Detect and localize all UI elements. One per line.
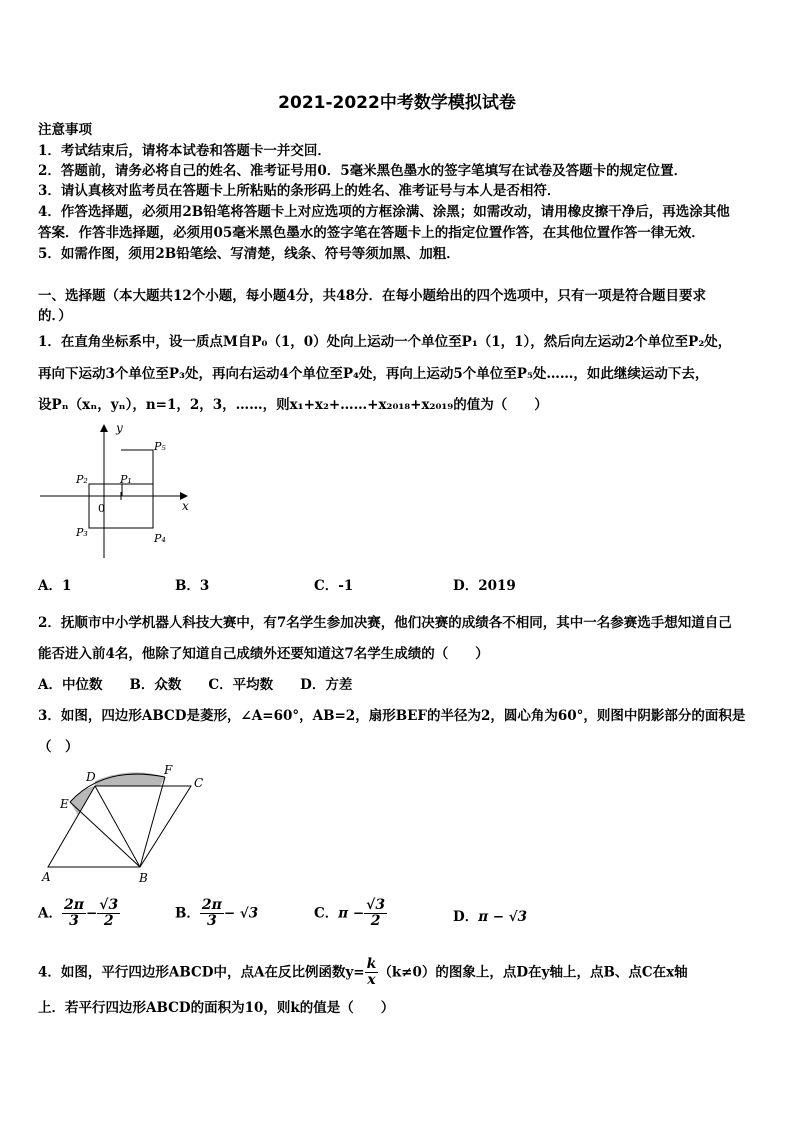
page-title: 2021-2022中考数学模拟试卷 — [278, 93, 516, 113]
point-e-label: E — [60, 797, 69, 811]
q4-line1: 4．如图，平行四边形ABCD中，点A在反比例函数y= $\frac{k}{x}$ （k≠0）的图象上，点D在y轴上，点B、点C在x轴 — [38, 956, 688, 988]
notice-item-1: 1．考试结束后，请将本试卷和答题卡一并交回． — [38, 143, 331, 159]
vertex-b-label: B — [139, 871, 148, 885]
x-axis-label: x — [182, 499, 189, 513]
q2-line2: 能否进入前4名，他除了知道自己成绩外还要知道这7名学生成绩的（ ） — [38, 646, 489, 662]
q1-line2: 再向下运动3个单位至P₃处，再向右运动4个单位至P₄处，再向上运动5个单位至P₅处……，如此继续运动下去， — [38, 366, 709, 382]
vertex-a-label: A — [42, 870, 51, 884]
p5-label: P₅ — [154, 440, 166, 453]
q1-option-c: C．-1 — [314, 578, 354, 594]
q1-line1: 1．在直角坐标系中，设一质点M自P₀（1，0）处向上运动一个单位至P₁（1，1），然后向左运动2个单位至P₂处， — [38, 334, 732, 350]
q3-option-a: A． $\frac{2\pi}{3}$ − $\frac{√3}{2}$ — [38, 897, 119, 929]
q4-line2: 上．若平行四边形ABCD的面积为10，则k的值是（ ） — [38, 1000, 395, 1016]
q2-line1: 2．抚顺市中小学机器人科技大赛中，有7名学生参加决赛，他们决赛的成绩各不相同，其中一名参赛选手想知道自己 — [38, 615, 732, 631]
q1-option-b: B．3 — [175, 578, 210, 594]
vertex-c-label: C — [194, 776, 204, 790]
q3-option-d: D．π − √3 — [453, 909, 528, 925]
notice-item-3: 3．请认真核对监考员在答题卡上所粘贴的条形码上的姓名、准考证号与本人是否相符． — [38, 183, 561, 199]
notice-item-5: 5．如需作图，须用2B铅笔绘、写清楚，线条、符号等须加黑、加粗． — [38, 246, 460, 262]
q1-option-a: A．1 — [38, 578, 72, 594]
q3-option-c: C．π − $\frac{√3}{2}$ — [314, 897, 386, 929]
section-heading-line1: 一、选择题（本大题共12个小题，每小题4分，共48分．在每小题给出的四个选项中，只有一项是符合题目要求 — [38, 288, 706, 304]
q1-line3: 设Pₙ（xₙ，yₙ），n=1，2，3，……，则x₁+x₂+……+x₂₀₁₈+x₂₀₁₉的值为（ ） — [38, 397, 548, 413]
notice-heading: 注意事项 — [38, 122, 92, 138]
notice-item-2: 2．答题前，请务必将自己的姓名、准考证号用0．5毫米黑色墨水的签字笔填写在试卷及答题卡的规定位置． — [38, 163, 688, 179]
q3-line1: 3．如图，四边形ABCD是菱形，∠A=60°，AB=2，扇形BEF的半径为2，圆心角为60°，则图中阴影部分的面积是 — [38, 708, 746, 724]
q3-option-b: B． $\frac{2\pi}{3}$ − √3 — [175, 897, 259, 929]
origin-label: 0 — [98, 502, 105, 515]
point-f-label: F — [164, 763, 173, 777]
q3-rhombus-figure — [34, 760, 219, 888]
p4-label: P₄ — [154, 532, 166, 545]
notice-item-4-cont: 答案．作答非选择题，必须用05毫米黑色墨水的签字笔在答题卡上的指定位置作答，在其他位置作答一律无效． — [38, 225, 705, 241]
p3-label: P₃ — [76, 526, 88, 539]
q1-coordinate-figure — [36, 420, 206, 560]
section-heading-line2: 的．） — [38, 308, 72, 324]
q1-option-d: D．2019 — [453, 578, 516, 594]
y-axis-label: y — [116, 421, 123, 435]
q2-options: A．中位数 B．众数 C．平均数 D．方差 — [38, 677, 353, 693]
p2-label: P₂ — [76, 473, 88, 486]
vertex-d-label: D — [86, 770, 96, 784]
p1-label: P₁ — [120, 473, 132, 486]
q3-line2: （ ） — [38, 739, 79, 755]
notice-item-4: 4．作答选择题，必须用2B铅笔将答题卡上对应选项的方框涂满、涂黑；如需改动，请用橡皮擦干净后，再选涂其他 — [38, 204, 730, 220]
